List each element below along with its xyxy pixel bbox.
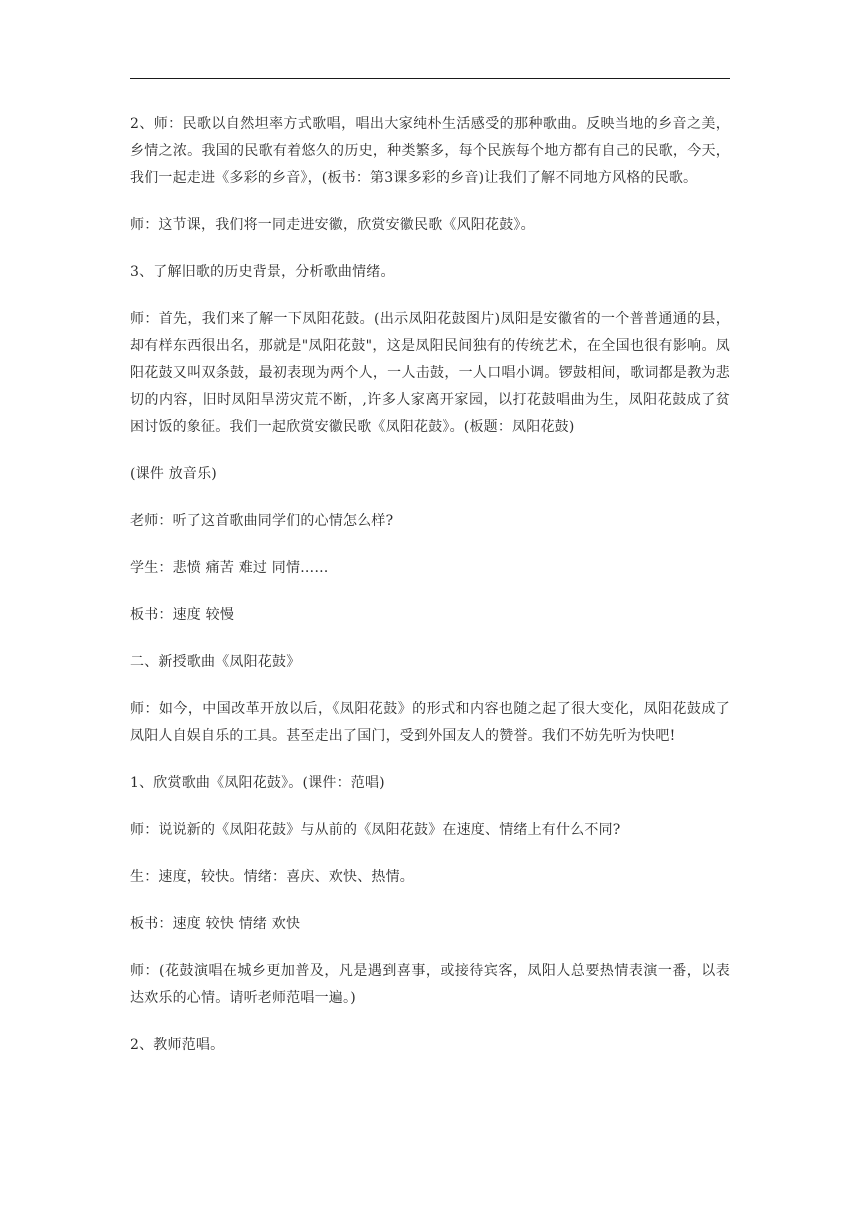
section-heading-new-song: 二、新授歌曲《凤阳花鼓》 bbox=[130, 654, 301, 670]
paragraph-fengyang-background: 师：首先，我们来了解一下凤阳花鼓。(出示凤阳花鼓图片)凤阳是安徽省的一个普普通通的县，却有样东西很出名，那就是"凤阳花鼓"，这是凤阳民间独有的传统艺术，在全国也很有影响。凤阳花鼓又叫双条鼓，最初表现为两个人，一人击鼓，一人口唱小调。锣鼓相间，歌词都是教为悲切的内容，旧时凤阳旱涝灾荒不断，,许多人家离开家园，以打花鼓唱曲为生，凤阳花鼓成了贫困讨饭的象征。我们一起欣赏安徽民歌《凤阳花鼓》。(板题：凤阳花鼓) bbox=[130, 311, 730, 435]
paragraph-compare-question: 师：说说新的《凤阳花鼓》与从前的《凤阳花鼓》在速度、情绪上有什么不同? bbox=[130, 822, 621, 838]
paragraph-step-2-demo: 2、教师范唱。 bbox=[130, 1037, 225, 1053]
paragraph-step-1-appreciate: 1、欣赏歌曲《凤阳花鼓》。(课件：范唱) bbox=[130, 775, 385, 791]
paragraph-intro-folk-songs: 2、师：民歌以自然坦率方式歌唱，唱出大家纯朴生活感受的那种歌曲。反映当地的乡音之美，乡情之浓。我国的民歌有着悠久的历史，种类繁多，每个民族每个地方都有自己的民歌，今天，我们一起走进《多彩的乡音》，(板书：第3课多彩的乡音)让我们了解不同地方风格的民歌。 bbox=[130, 116, 730, 186]
paragraph-step-3-heading: 3、了解旧歌的历史背景，分析歌曲情绪。 bbox=[130, 264, 395, 280]
header-rule bbox=[130, 78, 730, 79]
paragraph-teacher-question: 老师：听了这首歌曲同学们的心情怎么样? bbox=[130, 513, 394, 529]
paragraph-student-answer: 学生：悲愤 痛苦 难过 同情…… bbox=[130, 560, 329, 576]
paragraph-board-slow: 板书：速度 较慢 bbox=[130, 607, 235, 623]
document-body bbox=[130, 111, 730, 1079]
paragraph-play-music: (课件 放音乐) bbox=[130, 466, 217, 482]
paragraph-reform-change: 师：如今，中国改革开放以后，《凤阳花鼓》的形式和内容也随之起了很大变化，凤阳花鼓成了凤阳人自娱自乐的工具。甚至走出了国门，受到外国友人的赞誉。我们不妨先听为快吧! bbox=[130, 701, 730, 744]
paragraph-board-fast: 板书：速度 较快 情绪 欢快 bbox=[130, 916, 301, 932]
paragraph-teacher-demo-intro: 师：(花鼓演唱在城乡更加普及，凡是遇到喜事，或接待宾客，凤阳人总要热情表演一番，以表达欢乐的心情。请听老师范唱一遍。) bbox=[130, 963, 730, 1006]
paragraph-lesson-anhui: 师：这节课，我们将一同走进安徽，欣赏安徽民歌《风阳花鼓》。 bbox=[130, 217, 535, 233]
paragraph-student-fast: 生：速度，较快。情绪：喜庆、欢快、热情。 bbox=[130, 869, 414, 885]
